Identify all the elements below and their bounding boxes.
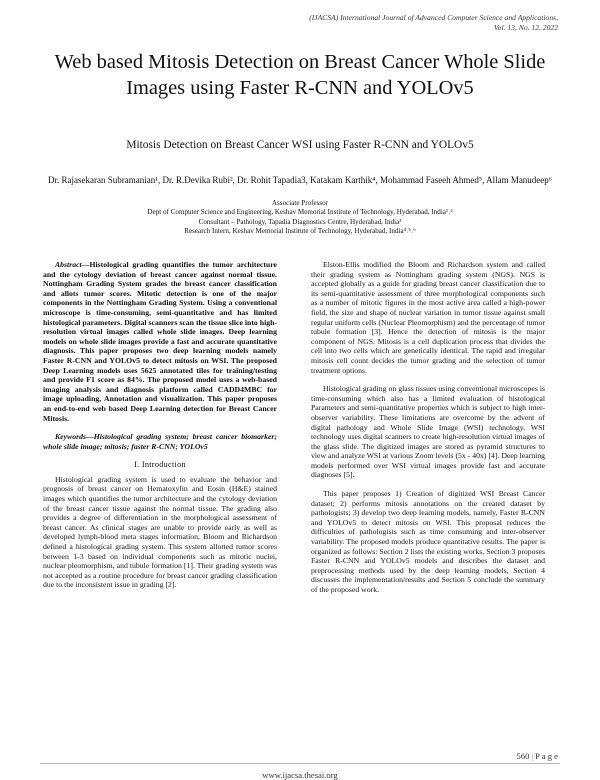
- affiliation-line: Dept of Computer Science and Engineering, Keshav Memorial Institute of Technology, Hyderabad, India¹˒²: [147, 208, 453, 217]
- footer-divider: [40, 763, 560, 764]
- right-column: [311, 260, 545, 595]
- page-separator: |: [531, 751, 534, 761]
- journal-volume: Vol. 13, No. 12, 2022: [493, 22, 558, 32]
- keywords: Keywords—Histological grading system; breast cancer biomarker; whole slide image; mitosis; faster R-CNN; YOLOv5: [43, 432, 277, 451]
- section-heading-introduction: I. Introduction: [134, 460, 186, 470]
- paper-title: Web based Mitosis Detection on Breast Cancer Whole Slide Images using Faster R-CNN and YOLOv5: [54, 51, 546, 99]
- affiliation-line: Associate Professor: [271, 199, 329, 207]
- affiliations: [60, 199, 540, 237]
- left-column: [43, 260, 277, 590]
- page-number: [517, 751, 558, 761]
- affiliation-line: Research Intern, Keshav Memorial Institute of Technology, Hyderabad, India⁴˒⁵˒⁶: [184, 227, 416, 236]
- author-list: Dr. Rajasekaran Subramanian¹, Dr. R.Devika Rubi², Dr. Rohit Tapadia3, Katakam Karthik⁴, Mohammad Faseeh Ahmed⁵, Allam Manudeep⁶: [48, 175, 552, 185]
- journal-header: [138, 13, 558, 32]
- footer-url: www.ijacsa.thesai.org: [262, 770, 338, 780]
- affiliation-line: Consultant – Pathology, Tapadia Diagnostics Centre, Hyderabad, India³: [198, 217, 402, 226]
- abstract-lead: Abstract—: [55, 260, 90, 269]
- journal-name: (IJACSA) International Journal of Advanced Computer Science and Applications,: [309, 13, 558, 22]
- body-paragraph: This paper proposes 1) Creation of digitized WSI Breast Cancer dataset; 2) performs mitosis annotations on the created dataset by pathologists; 3) develop two deep learning models, namely, Faster R-CNN and YOLOv5 to detect mitosis on WSI. This proposal reduces the difficulties of pathologists such as time consuming and inter-observer variability. The proposed models produce quantitative results. The paper is organized as follows: Section 2 lists the existing works, Section 3 proposes Faster R-CNN and YOLOv5 models and describes the dataset and preprocessing methods used by the deep learning models, Section 4 discusses the implementation/results and Section 5 conclude the summary of the proposed work.: [311, 489, 545, 594]
- page-label: P a g e: [535, 751, 558, 761]
- body-paragraph: Histological grading system is used to evaluate the behavior and prognosis of breast cancer on Hematoxylin and Eosin (H&E) stained images which quantifies the tumor architecture and the cytology deviation of the breast cancer tissue against the normal tissue. The grading also provides a degree of differentiation in the morphological assessment of breast cancer. As clinical stages are unable to provide early as well as developed lymph-blood meta stages information, Bloom and Richardson defined a histological grading system. This system allotted tumor scores between 1-3 based on individual components such as mitotic nuclei, nuclear pleomorphism, and tubule formation [1]. Their grading system was not accepted as a routine procedure for breast cancer grading classification due to the inconsistent issue in grading [2].: [43, 474, 277, 590]
- body-paragraph: Elston-Ellis modified the Bloom and Richardson system and called their grading system as Nottingham grading system (NGS). NGS is accepted globally as a guide for grading breast cancer classification due to its semi-quantitative assessment of three morphological components such as a number of mitotic figures in the most active area called a high-power field, the size and shape of nuclear variation in tumor tissue against small regular uniform cells (Nuclear Pleomorphism) and the percentage of tumor tubule formation [3]. Hence the detection of mitosis is the major component of NGS. Mitosis is a cell duplication process that divides the cell into two cells which are genetically identical. The rapid and irregular mitosis cell count decides the tumor grading and the selection of tumor treatment options.: [311, 260, 545, 375]
- body-paragraph: Histological grading on glass tissues using conventional microscopes is time-consuming which also has a limited evaluation of histological Parameters and semi-quantitative properties which is subject to high inter-observer variability. These limitations are overcome by the advent of digital pathology and Whole Slide Image (WSI) technology. WSI technology uses digital scanners to create high-resolution virtual images of the glass slide. The digitized images are stored as pyramid structures to view and analyze WSI at various Zoom levels (5x - 40x) [4]. Deep learning models performed over WSI virtual images provide fast and accurate diagnoses [5].: [311, 384, 546, 480]
- page-number-value: 560: [516, 751, 530, 761]
- abstract: [43, 260, 277, 423]
- paper-subtitle: Mitosis Detection on Breast Cancer WSI using Faster R-CNN and YOLOv5: [126, 139, 474, 151]
- abstract-text: Histological grading quantifies the tumor architecture and the cytology deviation of breast cancer against normal tissue. Nottingham Grading System grades the breast cancer classification and allots tumor scores. Mitotic detection is one of the major components in the Nottingham Grading System. Using a conventional microscope is time-consuming, semi-quantitative and has limited histological parameters. Digital scanners scan the tissue slice into high-resolution virtual images called whole slide images. Deep learning models on whole slide images provide a fast and accurate quantitative diagnosis. This paper proposes two deep learning models namely Faster R-CNN and YOLOv5 to detect mitosis on WSI. The proposed Deep Learning models uses 5625 annotated tiles for training/testing and provide F1 score as 84%. The proposed model uses a web-based imaging analysis and diagnosis platform called CADD4MBC for image uploading, Annotation and visualization. This paper proposes an end-to-end web based Deep Learning detection for Breast Cancer Mitosis.: [43, 260, 277, 423]
